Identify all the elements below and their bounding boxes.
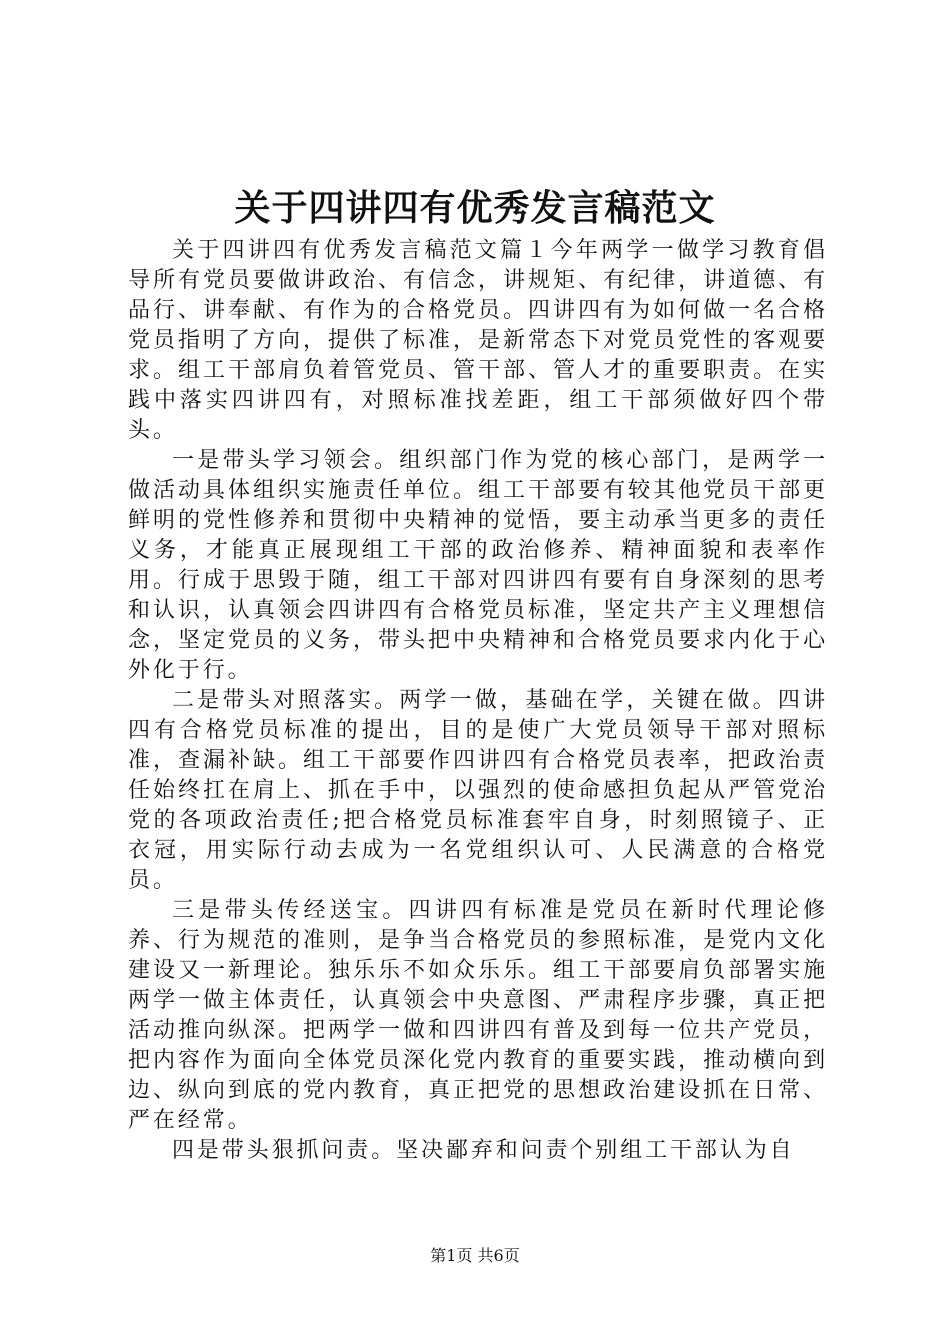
document-body: [128, 236, 828, 1166]
paragraph-intro: 关于四讲四有优秀发言稿范文篇１今年两学一做学习教育倡导所有党员要做讲政治、有信念，讲规矩、有纪律，讲道德、有品行、讲奉献、有作为的合格党员。四讲四有为如何做一名合格党员指明了方向，提供了标准，是新常态下对党员党性的客观要求。组工干部肩负着管党员、管干部、管人才的重要职责。在实践中落实四讲四有，对照标准找差距，组工干部须做好四个带头。: [128, 238, 828, 443]
document-title: 关于四讲四有优秀发言稿范文: [234, 187, 716, 229]
paragraph-point-four: 四是带头狠抓问责。坚决鄙弃和问责个别组工干部认为自: [172, 1138, 795, 1163]
page-number-footer: 第1页 共6页: [430, 1246, 520, 1265]
paragraph-point-one: 一是带头学习领会。组织部门作为党的核心部门，是两学一做活动具体组织实施责任单位。组工干部要有较其他党员干部更鲜明的党性修养和贯彻中央精神的觉悟，要主动承当更多的责任义务，才能真正展现组工干部的政治修养、精神面貌和表率作用。行成于思毁于随，组工干部对四讲四有要有自身深刻的思考和认识，认真领会四讲四有合格党员标准，坚定共产主义理想信念，坚定党员的义务，带头把中央精神和合格党员要求内化于心外化于行。: [128, 448, 828, 683]
paragraph-point-three: 三是带头传经送宝。四讲四有标准是党员在新时代理论修养、行为规范的准则，是争当合格党员的参照标准，是党内文化建设又一新理论。独乐乐不如众乐乐。组工干部要肩负部署实施两学一做主体责任，认真领会中央意图、严肃程序步骤，真正把活动推向纵深。把两学一做和四讲四有普及到每一位共产党员，把内容作为面向全体党员深化党内教育的重要实践，推动横向到边、纵向到底的党内教育，真正把党的思想政治建设抓在日常、严在经常。: [128, 898, 828, 1133]
paragraph-point-two: 二是带头对照落实。两学一做，基础在学，关键在做。四讲四有合格党员标准的提出，目的是使广大党员领导干部对照标准，查漏补缺。组工干部要作四讲四有合格党员表率，把政治责任始终扛在肩上、抓在手中，以强烈的使命感担负起从严管党治党的各项政治责任;把合格党员标准套牢自身，时刻照镜子、正衣冠，用实际行动去成为一名党组织认可、人民满意的合格党员。: [128, 688, 828, 893]
